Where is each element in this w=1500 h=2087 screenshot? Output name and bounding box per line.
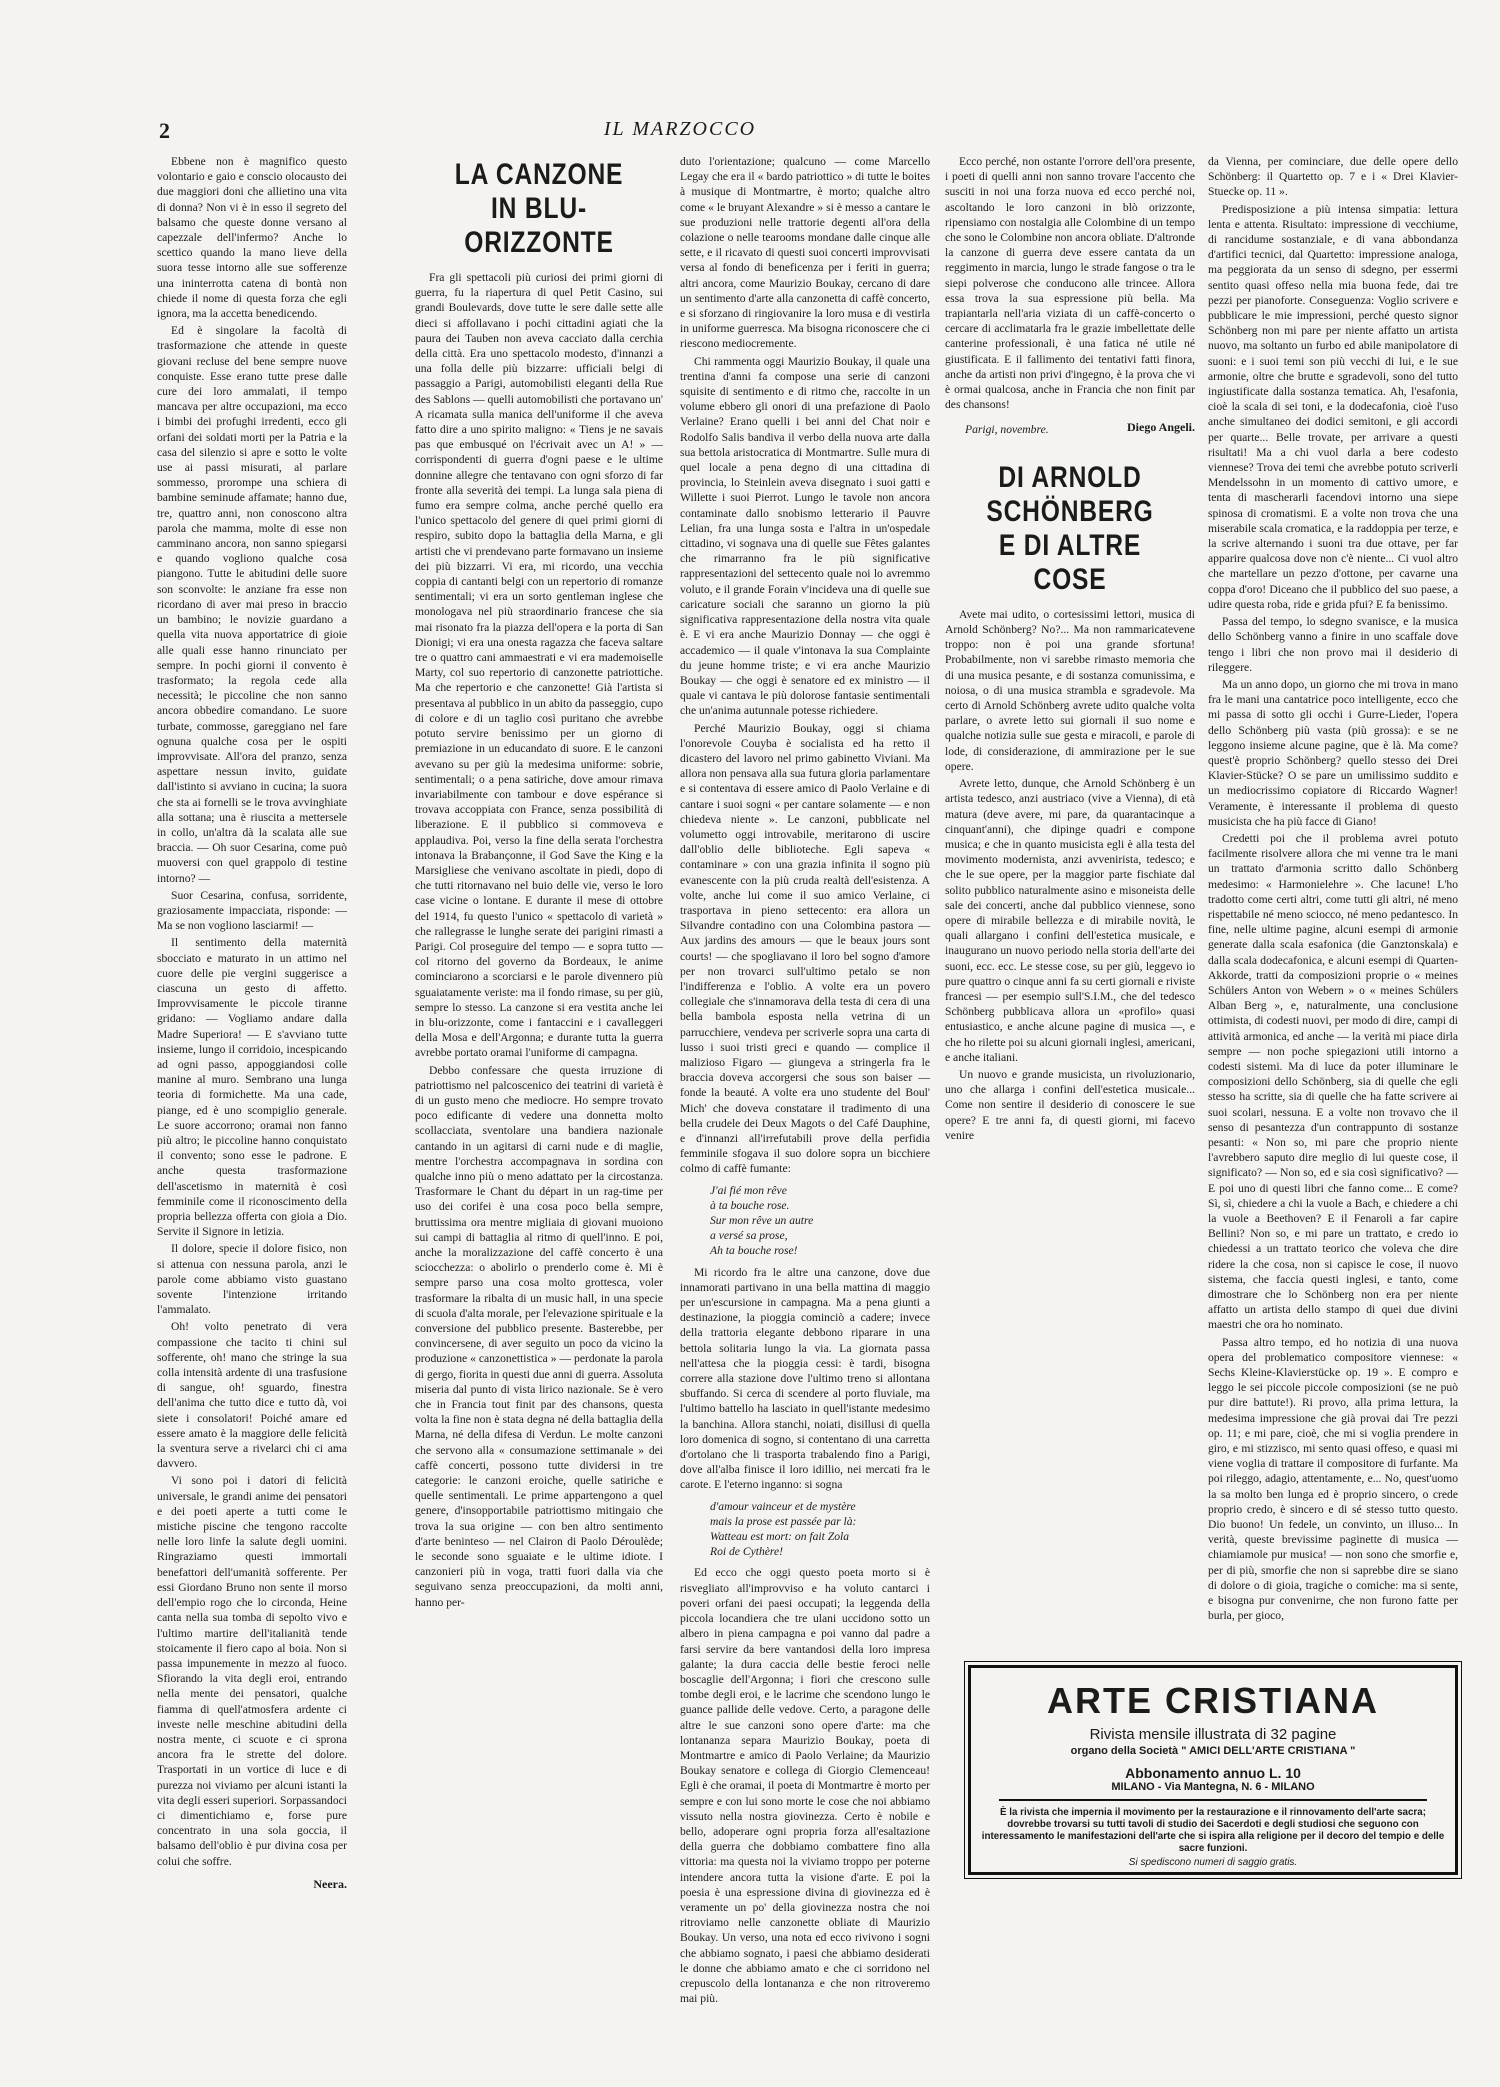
verse-quote: [680, 1499, 930, 1560]
verse-quote: [680, 1183, 930, 1259]
verse-line: Watteau est mort: on fait Zola: [710, 1530, 850, 1544]
paragraph: Ecco perché, non ostante l'orrore dell'ora presente, i poeti di quelli anni non sanno trovare l'accento che susciti in noi una forza nuova ed ecco perché noi, ascoltando le loro canzoni in blò orizzonte, ripensiamo con nostalgia alle Colombine di un tempo che sono le Colombine non ancora obliate. D'altronde la canzone di guerra deve essere cantata da un reggimento in marcia, lungo le strade fangose o tra le siepi polverose che conducono alle trincee. Allora essa trova la sua espressione più bella. Ma trapiantarla nell'aria viziata di un caffè-concerto o cercare di acclimatarla fra le grazie imbellettate delle canterine professionali, è una fatica né utile né giustificata. E il fallimento dei tentativi fatti finora, anche da artisti non privi d'ingegno, è la prova che vi è ormai qualcosa, anche in Francia che non finit par des chansons!: [945, 155, 1195, 412]
paragraph: Oh! volto penetrato di vera compassione che tacito ti chini sul sofferente, oh! mano che stringe la sua colla intensità ardente di una trasfusione di sangue, oh! sguardo, finestra dell'anima che tutto dice e tutto dà, voi siete i consolatori! Poiché amare ed essere amato è la maggiore delle felicità la sventura serve a rivelarci chi ci ama davvero.: [157, 1320, 347, 1471]
paragraph: Ed è singolare la facoltà di trasformazione che attende in queste giovani recluse del bene sempre nuove conquiste. Esse erano tutte prese dalle cure dei loro ammalati, il tempo mancava per altre occupazioni, ma ecco i bimbi dei profughi irredenti, ecco gli orfani dei soldati morti per la Patria e la casa del silenzio si apre e sotto le volte use ai passi misurati, al parlare sommesso, prorompe una schiera di bambine seminude affamate; hanno due, tre, quattro anni, non conoscono altra parola che mamma, molte di esse non camminano ancora, non sanno spiegarsi e quando vogliono qualche cosa piangono. Tutte le abitudini delle suore son sconvolte: le anziane fra esse non ricordano di aver mai preso in braccio un bambino; le novizie guardano a quella vita nuova apportatrice di gioie alle quali esse hanno rinunciato per sempre. In pochi giorni il convento è trasformato; la regola cede alla necessità; le piccoline che non sanno ancora obbedire comandano. Le suore turbate, commosse, gareggiano nel fare ognuna qualche cosa per le ospiti improvvisate. All'ora del pranzo, senza aspettare nessun invito, guidate dall'istinto si avviano in cucina; la suora che sta ai fornelli se le trova avvinghiate alla sottana; una è riuscita a mettersele in collo, un'altra dà la scalata alle sue braccia. — Oh suor Cesarina, come può muoversi con quel grappolo di testine intorno? —: [157, 324, 347, 885]
headline-line-1: LA CANZONE: [454, 158, 624, 191]
paragraph: Perché Maurizio Boukay, oggi si chiama l'onorevole Couyba è socialista ed ha retto il dicastero del lavoro nel primo gabinetto Viviani. Ma allora non pensava alla sua futura gloria parlamentare e si contentava di essere amico di Paolo Verlaine e di cantare i suoi sogni « per cantare solamente — e non chiedeva niente ». Le canzoni, pubblicate nel volumetto oggi introvabile, meritarono di uscire dall'oblio delle biblioteche. Egli sapeva « contaminare » con una grazia infinita il sogno più evanescente con la più cruda realtà dell'esistenza. A volte, anche lui come il suo amico Verlaine, ci trasportava in pieno settecento: era allora un Silvandre contadino con una Colombina pastora — Aux jardins des amours — que le beaux jours sont courts! — che spogliavano il loro bel sogno d'amore per non trovarci sull'ultimo petalo se non l'indifferenza e l'oblio. A volte era un povero collegiale che s'innamorava della testa di cera di una bella bambola esposta nella vetrina di un parrucchiere, vendeva per scriverle sopra una carta di lusso i suoi tristi greci e quando — complice il malizioso Figaro — giungeva a stringerla fra le braccia doveva accorgersi che sous son baiser — fonde la beauté. A volte era uno studente del Boul' Mich' che doveva constatare il tradimento di una bella crudele dei Deux Magots o del Café Dauphine, e d'innanzi all'irrefutabili prove della perfidia femminile sfogava il suo dolore sopra un bicchiere colmo di caffè fumante:: [680, 721, 930, 1176]
headline-line-2: E DI ALTRE COSE: [998, 528, 1142, 596]
verse-line: a versé sa prose,: [710, 1229, 788, 1243]
headline: [437, 158, 640, 260]
paragraph: Ebbene non è magnifico questo volontario e gaio e conscio olocausto dei due maggiori doni che allietino una vita di donna? Non vi è in esso il segreto del balsamo che queste donne versano al capezzale dell'infermo? Anche lo scettico quando la mano lieve della suora tesse intorno alle sue sofferenze una ininterrotta catena di bontà non chiede il nome di questa forza che egli ignora, ma la accetta benedicendo.: [157, 155, 347, 321]
paragraph: Chi rammenta oggi Maurizio Boukay, il quale una trentina d'anni fa compose una serie di canzoni squisite di sentimento e di ritmo che, raccolte in un volume ebbero gli onori di una prefazione di Paolo Verlaine? Erano quelli i bei anni del Chat noir e Rodolfo Salis bandiva il verbo della nuova arte dalla sua bettola aristocratica di Montmartre. Sulle mura di quel locale a pena degno di una cittadina di provincia, lo Steinlein aveva disegnato i suoi gatti e Willette i suoi Pierrot. Lungo le tavole non ancora contaminate dallo snobismo letterario il Pauvre Lelian, fra una lunga sosta e l'altra in un'ospedale cittadino, vi sognava una di quelle sue Fêtes galantes che rimarranno fra le più significative rappresentazioni del settecento quale noi lo avremmo voluto, e il grande Forain v'incideva una di quelle sue caricature sociali che saranno un giorno la più significativa rappresentazione della nostra vita quale è. E vi era anche Maurizio Donnay — che oggi è accademico — il quale v'intonava la sua Complainte du jeune homme triste; e vi era anche Maurizio Boukay — che oggi è senatore ed ex ministro — il quale vi cantava le più dolorose fantasie sentimentali che un'anima autunnale potesse richiedere.: [680, 354, 930, 718]
paragraph: Vi sono poi i datori di felicità universale, le grandi anime dei pensatori e dei poeti aperte a tutti come le mistiche piscine che tengono raccolte nelle loro linfe la salute degli uomini. Ringraziamo questi immortali benefattori dell'umanità sofferente. Per essi Giordano Bruno non sente il morso dell'empio rogo che lo circonda, Heine canta nella sua tomba di sepolto vivo e l'ultimo martire dell'italianità tende stoicamente il fiero capo al boia. Non si passa impunemente in mezzo al fuoco. Sfiorando la vita degli eroi, entrando nella mente dei pensatori, qualche fiamma di quell'atmosfera ardente ci investe nelle meschine abitudini della nostra mente, ci scuote e ci sprona ancora fra le strette del dolore. Trasportati in un vortice di luce e di purezza noi viviamo per alcuni istanti la vita degli esseri superiori. Sorpassandoci ci dimentichiamo e, forse pure concentrato in una sola goccia, il balsamo dell'oblio è pur divina cosa per colui che soffre.: [157, 1474, 347, 1868]
paragraph: Ma un anno dopo, un giorno che mi trova in mano fra le mani una cantatrice poco intelligente, ecco che mi passa di sotto gli occhi i Gurre-Lieder, l'opera dello Schönberg più vasta (più grossa): e se ne leggono insieme alcune pagine, que è là. Ma come? quest'è proprio Schönberg? quello stesso dei Drei Klavier-Stücke? O se pare un umilissimo suddito e un mediocrissimo copiatore di Riccardo Wagner! Veramente, è interessante il problema di questo musicista che ha più facce di Giano!: [1208, 677, 1458, 828]
article-neera: [157, 154, 347, 1994]
article-schonberg-continued: [1208, 154, 1458, 1654]
verse-line: mais la prose est passée par là:: [710, 1514, 857, 1528]
ad-body: È la rivista che impernia il movimento per la restaurazione e il rinnovamento dell'arte sacra; dovrebbe trovarsi su tutti tavoli di studio dei Sacerdoti e degli studiosi che seguono con interessamento le manifestazioni dell'arte che si ispira alla religione per il decoro del tempio e delle sacre funzioni.: [981, 1807, 1445, 1854]
paragraph: Passa del tempo, lo sdegno svanisce, e la musica dello Schönberg vanno a finire in uno scaffale dove tengo i libri che non provo mai il desiderio di rileggere.: [1208, 615, 1458, 674]
paragraph: Passa altro tempo, ed ho notizia di una nuova opera del problematico compositore viennese: « Sechs Kleine-Klavierstücke op. 19 ». E compro e leggo le sei piccole piccole composizioni (se ne può pur dire battute!). Ri provo, alla prima lettura, la medesima impressione che già provai dai Tre pezzi op. 11; e mi pare, cioè, che mi si voglia prendere in giro, e mi stizzisco, mi sento quasi offeso, e quasi mi viene voglia di trattare il compositore di furfante. Ma poi rileggo, adagio, attentamente, e... No, quest'uomo la sa molto ben lunga ed è proprio sincero, o crede proprio credo, è sincero e di sé stesso tutto questo. Dio buono! Un fedele, un convinto, un illuso... In verità, queste brevissime paginette di musica — chiamiamole pur musica! — non sono che smorfie e, per di più, smorfie che non si saprebbe dire se siano di dolore o di gioia, tragiche o comiche: ma si sente, e bisogna pur convenirne, che non furono fatte per burla, per gioco,: [1208, 1335, 1458, 1623]
paragraph: Ed ecco che oggi questo poeta morto si è risvegliato all'improvviso e ha voluto cantarci i poveri orfani dei paesi occupati; la leggenda della piccola locandiera che tre ulani uccidono sotto un albero in piena campagna e poi vanno dal padre a farsi servire da bere vantandosi della loro impresa galante; la dura caccia delle bestie feroci nelle boscaglie dell'Argonna; i fiori che crescono sulle tombe degli eroi, e le lacrime che scendono lungo le guance pallide delle vedove. Certo, a paragone delle altre le sue canzoni sono opere d'arte: ma che lontananza separa Maurizio Boukay, poeta di Montmartre e amico di Paolo Verlaine; da Maurizio Boukay senatore e collega di Giorgio Clemenceau! Egli è che oramai, il poeta di Montmartre è morto per sempre e con lui sono morte le cose che noi abbiamo vissuto nella nostra giovinezza. Certo è nobile e bello, adoperare ogni propria forza all'esaltazione della guerra che dobbiamo combattere fino alla vittoria: ma questa noi la viviamo troppo per poterne intendere ancora tutta la visione d'arte. E poi la poesia è una espressione divina di giovinezza ed è veramente un po' della giovinezza nostra che noi ritroviamo nelle canzonette obliate di Maurizio Boukay. Un verso, una nota ed ecco rivivono i sogni che abbiamo sognato, i paesi che abbiamo desiderati le donne che abbiamo amato e che ci sorridono nel crepuscolo della lontananza e che non ritroveremo mai più.: [680, 1566, 930, 2006]
paragraph: Avete mai udito, o cortesissimi lettori, musica di Arnold Schönberg? No?... Ma non rammaricatevene troppo: non è poi una grande sfortuna! Probabilmente, non vi sarebbe rimasto memoria che di una musica pesante, e di sostanza comunissima, e noiosa, o di una musica strambla e sgradevole. Ma certo di Arnold Schönberg avrete udito qualche volta parlare, o avrete letto sui giornali il suo nome e qualche notizia sulle sue gesta e miracoli, e parole di lode, di considerazione, di ammirazione per le sue opere.: [945, 607, 1195, 773]
paragraph: Un nuovo e grande musicista, un rivoluzionario, uno che allarga i confini dell'estetica musicale... Come non sentire il desiderio di conoscere le sue opere? E tre anni fa, di questi giorni, mi facevo venire: [945, 1067, 1195, 1142]
paragraph: da Vienna, per cominciare, due delle opere dello Schönberg: il Quartetto op. 7 e i « Drei Klavier-Stuecke op. 11 ».: [1208, 155, 1458, 199]
paragraph: Debbo confessare che questa irruzione di patriottismo nel palcoscenico dei teatrini di varietà è di un gusto meno che mediocre. Ho sempre trovato poco edificante di vedere una donnetta molto scollacciata, sventolare una bandiera nazionale cantando in un agitarsi di carni nude e di maglie, mentre l'orchestra accompagnava in sordina con qualche inno più o meno adattato per la circostanza. Trasformare le Chant du départ in un rag-time per uso dei corifei è una cosa poco bella sempre, bruttissima ora mentre migliaia di giovani muoiono sui campi di battaglia al ritmo di quell'inno. E poi, anche la moralizzazione del caffè concerto è una sciocchezza: o abolirlo o prenderlo come è. Mi è sempre parso una cosa molto grottesca, voler trasformare la ribalta di un music hall, in una specie di scuola d'alta morale, per l'elevazione spirituale e la conversione del pubblico presente. Basterebbe, per convincersene, di aver seguito un poco da vicino la produzione « canzonettistica » — perdonate la parola di gergo, fiorita in questi due anni di guerra. Assoluta miseria dal punto di vista lirico nazionale. Se è vero che in Francia tout finit par des chansons, questa volta la fine non è stata degna né della battaglia della Marna, né della difesa di Verdun. Le molte canzoni che servono alla « consumazione settimanale » dei caffè concerti, possono tutte dividersi in tre categorie: le canzoni eroiche, quelle satiriche e quelle sentimentali. Le prime appartengono a quel genere, d'insopportabile patriottismo mitingaio che trova la sua origine — con ben altro sentimento d'arte beninteso — nel Clairon di Paolo Déroulède; le seconde sono sguaiate e le ultime idiote. I canzonieri più in voga, tratti fuori dalla via che seguivano senza preoccupazioni, da molti anni, hanno per-: [415, 1063, 663, 1609]
paragraph: duto l'orientazione; qualcuno — come Marcello Legay che era il « bardo patriottico » di tutte le boites à musique di Montmartre, è morto; qualche altro come « le bruyant Alexandre » si è messo a cantare le sue produzioni nelle trattorie degenti all'ora della colazione o nelle tearooms mondane dalle cinque alle sette, e il ricavato di questi suoi concerti improvvisati versa al fondo di beneficenza per i feriti in guerra; altri ancora, come Maurizio Boukay, cercano di dare un sentimento d'arte alla canzonetta di caffè concerto, e si sforzano di ringiovanire la loro musa e di vestirla in uniforme guerresca. Ma bisogna riconoscere che ci riescono mediocremente.: [680, 155, 930, 351]
verse-line: d'amour vainceur et de mystère: [710, 1499, 856, 1513]
paragraph: Suor Cesarina, confusa, sorridente, graziosamente impacciata, risponde: — Ma se non vogliono lasciarmi! —: [157, 888, 347, 933]
article-canzone: [415, 154, 663, 1974]
ad-subscription: Abbonamento annuo L. 10: [1125, 1765, 1301, 1781]
verse-line: Sur mon rêve un autre: [710, 1214, 814, 1228]
paragraph: Credetti poi che il problema avrei potuto facilmente risolvere allora che mi venne tra le mani un trattato d'armonia scritto dallo Schönberg medesimo: « Harmonielehre ». Che lacune! L'ho tradotto come certi altri, come tutti gli altri, né meno rispettabile né meno sciocco, né meno pedantesco. In fine, nelle ultime pagine, alcuni esempi di armonie generate dalla scala esafonica (die Ganztonskala) e dalla scala dodecafonica, e alcuni esempi di Quarten-Akkorde, tratti da composizioni proprie o « meines Schülers Anton von Webern » o « meines Schülers Alban Berg », e, naturalmente, una conclusione ottimista, di codesti nuovi, per modo di dire, campi di attività armonica, ed anche — la verità mi piace dirla sempre — non poche spiegazioni utili intorno a codesti sistemi. Ma di luce da poter illuminare le composizioni dello Schönberg, sia di quelle che egli stesso ha scritte, sia di quelle che ha fatte scrivere ai suoi scolari, nessuna. E a volte non trovavo che il senso di pesantezza d'un contrappunto di sostanze pesanti: « Non so, mi pare che proprio niente l'avrebbero saputo dire meglio di lui queste cose, il significato? — Non so, ed e sia così significativo? — E poi uno di questi libri che fanno come... E come? Sì, sì, chiedere a chi la vuole a Bach, e chiedere a chi la vuole a Beethoven? E il Fenaroli a far capire Bellini? Non so, e mi pare un trattato, e credo io chiedessi a un trattato teorico che voleva che dire ridere la che cosa, non si capisce le cose, il nuovo sistema, che faccia questi inglesi, e tanto, come dimostrare che lo Schönberg non era per niente affatto un artista dello stampo di quei due divini maestri che ora ho nominato.: [1208, 831, 1458, 1332]
paragraph: Predisposizione a più intensa simpatia: lettura lenta e attenta. Risultato: impressione di vecchiume, di rancidume sostanziale, e di vana abbondanza d'artifici tecnici, dal Quartetto: impressione analoga, ma peggiorata da un senso di sdegno, per essermi sentito quasi offeso nella mia buona fede, dai tre pezzi per pianoforte. Conseguenza: Voglio scrivere e pubblicare le mie impressioni, perché questo signor Schönberg non mi pare per niente affatto un artista nuovo, ma soltanto un furbo ed abile manipolatore di suoni: e i suoi temi son più vecchi di lui, e le sue armonie, oltre che brutte e sgradevoli, sono del tutto ingiustificate dalla sostanza tematica. Ah, l'esafonia, cioè la scala di sei toni, e la dodecafonia, cioè l'uso anche simultaneo dei dodici semitoni, e gli accordi per quarte... Belle trovate, per arrivare a questi risultati! Ma a chi vuol darla a bere codesto viennese? Trova dei temi che avrebbe potuto scriverli Mendelssohn in un momento di cattivo umore, e tenta di mascherarli facendovi intorno una siepe spinosa di cromatismi. E a volte non trova che una miserabile scala cromatica, e la raddoppia per terze, e la scrive alternando i suoni tra due ottave, per far apparire qualcosa dove non c'è niente... Ci vuol altro che martellare un pezzo d'ottone, per cavarne una coppa d'oro! Diceano che il pubblico del suo paese, a udire questa roba, ride e grida pfui? E fa benissimo.: [1208, 202, 1458, 611]
verse-line: J'ai fié mon rêve: [710, 1183, 787, 1197]
author-signature: Neera.: [313, 1876, 347, 1891]
paragraph: Fra gli spettacoli più curiosi dei primi giorni di guerra, fu la riapertura di quel Petit Casino, sui grandi Boulevards, dove tutte le sere dalle sette alle dieci si affollavano i pochi cittadini agiati che la paura dei Tauben non aveva cacciato dalla cerchia della città. Era uno spettacolo modesto, d'innanzi a una folla delle più bizzarre: ufficiali belgi di passaggio a Parigi, automobilisti eleganti della Rue des Sablons — quelli automobilisti che portavano un' A ricamata sulla manica dell'uniforme il che aveva fatto dire a uno spirito maligno: « Tiens je ne savais pas que embusqué on l'écrivait avec un A! » — corrispondenti di guerra d'ogni paese e le ultime donnine allegre che tentavano con ogni sforzo di far fronte alla severità dei tempi. La lunga sala piena di fumo era sempre colma, anche perché quello era l'unico spettacolo del genere di quei primi giorni di respiro, subito dopo la battaglia della Marna, e gli artisti che vi prendevano parte formavano un insieme dei più bizzarri. Vi era, mi ricordo, una vecchia coppia di cantanti belgi con un repertorio di romanze sentimentali; vi era un sorto gentleman inglese che monologava nel più straordinario francese che sia mai risonato fra la piazza dell'opera e la porta di San Dionigi; vi era una onesta ragazza che faceva saltare tre o quattro cani ammaestrati e vi era mademoiselle Marty, col suo repertorio di canzonette patriottiche. Ma che repertorio e che canzonette! Già l'artista si presentava al pubblico in un abito da passeggio, cupo di colore e di un taglio così puritano che avrebbe potuto servire benissimo per un giorno di premiazione in un educandato di suore. E le canzoni avevano su per giù la medesima uniforme: sobrie, sentimentali; o a pena satiriche, dove amour rimava invariabilmente con tambour e dove espérance si trovava accoppiata con France, senza possibilità di liberazione. E il pubblico si commoveva e applaudiva. Poi, verso la fine della serata l'orchestra intonava la Brabançonne, il God Save the King e la Marsigliese che venivano ascoltate in piedi, dopo di che tutti ritornavano nel buio delle vie, verso le loro case vicine o lontane. E durante il mese di ottobre del 1914, fu questo l'unico « spettacolo di varietà » che rallegrasse le lunghe serate dei parigini rimasti a Parigi. Col proseguire del tempo — e sopra tutto — col ritorno del governo da Bordeaux, le anime cominciarono a scorciarsi e le parole divennero più sguaiatamente veriste: ma il fondo rimase, su per giù, sempre lo stesso. La canzone si era vestita anche lei in blu-orizzonte, come i fantaccini e i cavalleggeri della Mosa e dell'Argonna; e durante tutta la guerra avrebbe portato oramai l'uniforme di campagna.: [415, 271, 663, 1060]
headline-line-2: IN BLU-ORIZZONTE: [464, 192, 614, 259]
ad-title: ARTE CRISTIANA: [1047, 1680, 1379, 1721]
advertisement-arte-cristiana: [968, 1665, 1458, 1875]
headline: [968, 461, 1173, 597]
ad-organization: organo della Società " AMICI DELL'ARTE CRISTIANA ": [1070, 1745, 1356, 1757]
article-canzone-end: [945, 154, 1195, 1164]
paragraph: Mi ricordo fra le altre una canzone, dove due innamorati partivano in una bella mattina di maggio per un'escursione in campagna. Ma a pena giunti a destinazione, la pioggia cominciò a cadere; invece della trattoria elegante debbono riparare in una bettola solitaria lungo la via. La giornata passa nell'attesa che la pioggia cessi: è tardi, bisogna correre alla stazione dove l'ultimo treno si allontana sbuffando. Si cerca di scendere al porto fluviale, ma l'ultimo battello ha lasciato in quell'istante medesimo la banchina. Allora stanchi, noiati, disillusi di quella loro domenica di sogno, si contentano di una carretta d'ortolano che li trasporta trabalendo fino a Parigi, dove all'alba finisce il loro idillio, nei mercati fra le carote. E l'eterno inganno: si sogna: [680, 1265, 930, 1492]
page-number: 2: [159, 118, 170, 143]
dateline: Parigi, novembre.: [965, 422, 1049, 436]
ad-subtitle: Rivista mensile illustrata di 32 pagine: [1089, 1726, 1337, 1743]
article-canzone-continued: [680, 154, 930, 2006]
verse-line: Ah ta bouche rose!: [710, 1244, 798, 1258]
ad-note: Si spediscono numeri di saggio gratis.: [1128, 1857, 1298, 1868]
paragraph: Il sentimento della maternità sbocciato e maturato in un attimo nel cuore delle pie vergini suggerisce a ciascuna un gesto di affetto. Improvvisamente le piccole tiranne gridano: — Vogliamo andare dalla Madre Superiora! — E s'avviano tutte insieme, lungo il corridoio, incespicando ad ogni passo, appoggiandosi colle manine al muro. Sembrano una lunga teoria di formichette. Ma una cade, piange, ed è uno scompiglio generale. Le suore accorrono; oramai non fanno più altro; le piccoline hanno conquistato il convento; sono esse le padrone. E anche questa trasformazione dell'ascetismo in maternità è così femminile come il riconoscimento della propria bellezza offerta con gioia a Dio. Servite il Signore in letizia.: [157, 936, 347, 1239]
ad-divider: [999, 1799, 1427, 1801]
verse-line: à ta bouche rose.: [710, 1198, 790, 1212]
newspaper-title: IL MARZOCCO: [603, 118, 757, 140]
verse-line: Roi de Cythère!: [710, 1545, 783, 1559]
paragraph: Avrete letto, dunque, che Arnold Schönberg è un artista tedesco, anzi austriaco (vive a Vienna), di età matura (deve avere, mi pare, da quarantacinque a cinquant'anni), che dipinge quadri e compone musica; e che in quanto musicista egli è alla testa del movimento modernista, anzi avvenirista, tedesco; e che le sue opere, per la maggior parte fischiate dal solito pubblico naturalmente asino e misoneista delle sale dei concerti, anche dal pubblico viennese, sono opere di mirabile bellezza e di mirabile novità, le quali allargano i confini dell'estetica musicale, e inaugurano un nuovo periodo nella storia dell'arte dei suoni, ecc. ecc. Le stesse cose, su per giù, leggevo io pure quattro o cinque anni fa su certi giornali e riviste francesi — per esempio sull'S.I.M., che del tedesco Schönberg pubblicava allora un «profilo» quasi entusiastico, e anche alcune pagine di musica —, e che ho rilette poi su alcuni giornali inglesi, americani, e anche italiani.: [945, 777, 1195, 1064]
author-signature: Diego Angeli.: [1127, 420, 1195, 435]
masthead: [145, 108, 1215, 148]
paragraph: Il dolore, specie il dolore fisico, non si attenua con nessuna parola, anzi le parole come abbiamo visto guastano sovente l'intenzione irritando l'ammalato.: [157, 1242, 347, 1317]
headline-line-1: DI ARNOLD SCHÖNBERG: [986, 460, 1154, 528]
ad-address: MILANO - Via Mantegna, N. 6 - MILANO: [1111, 1781, 1315, 1793]
